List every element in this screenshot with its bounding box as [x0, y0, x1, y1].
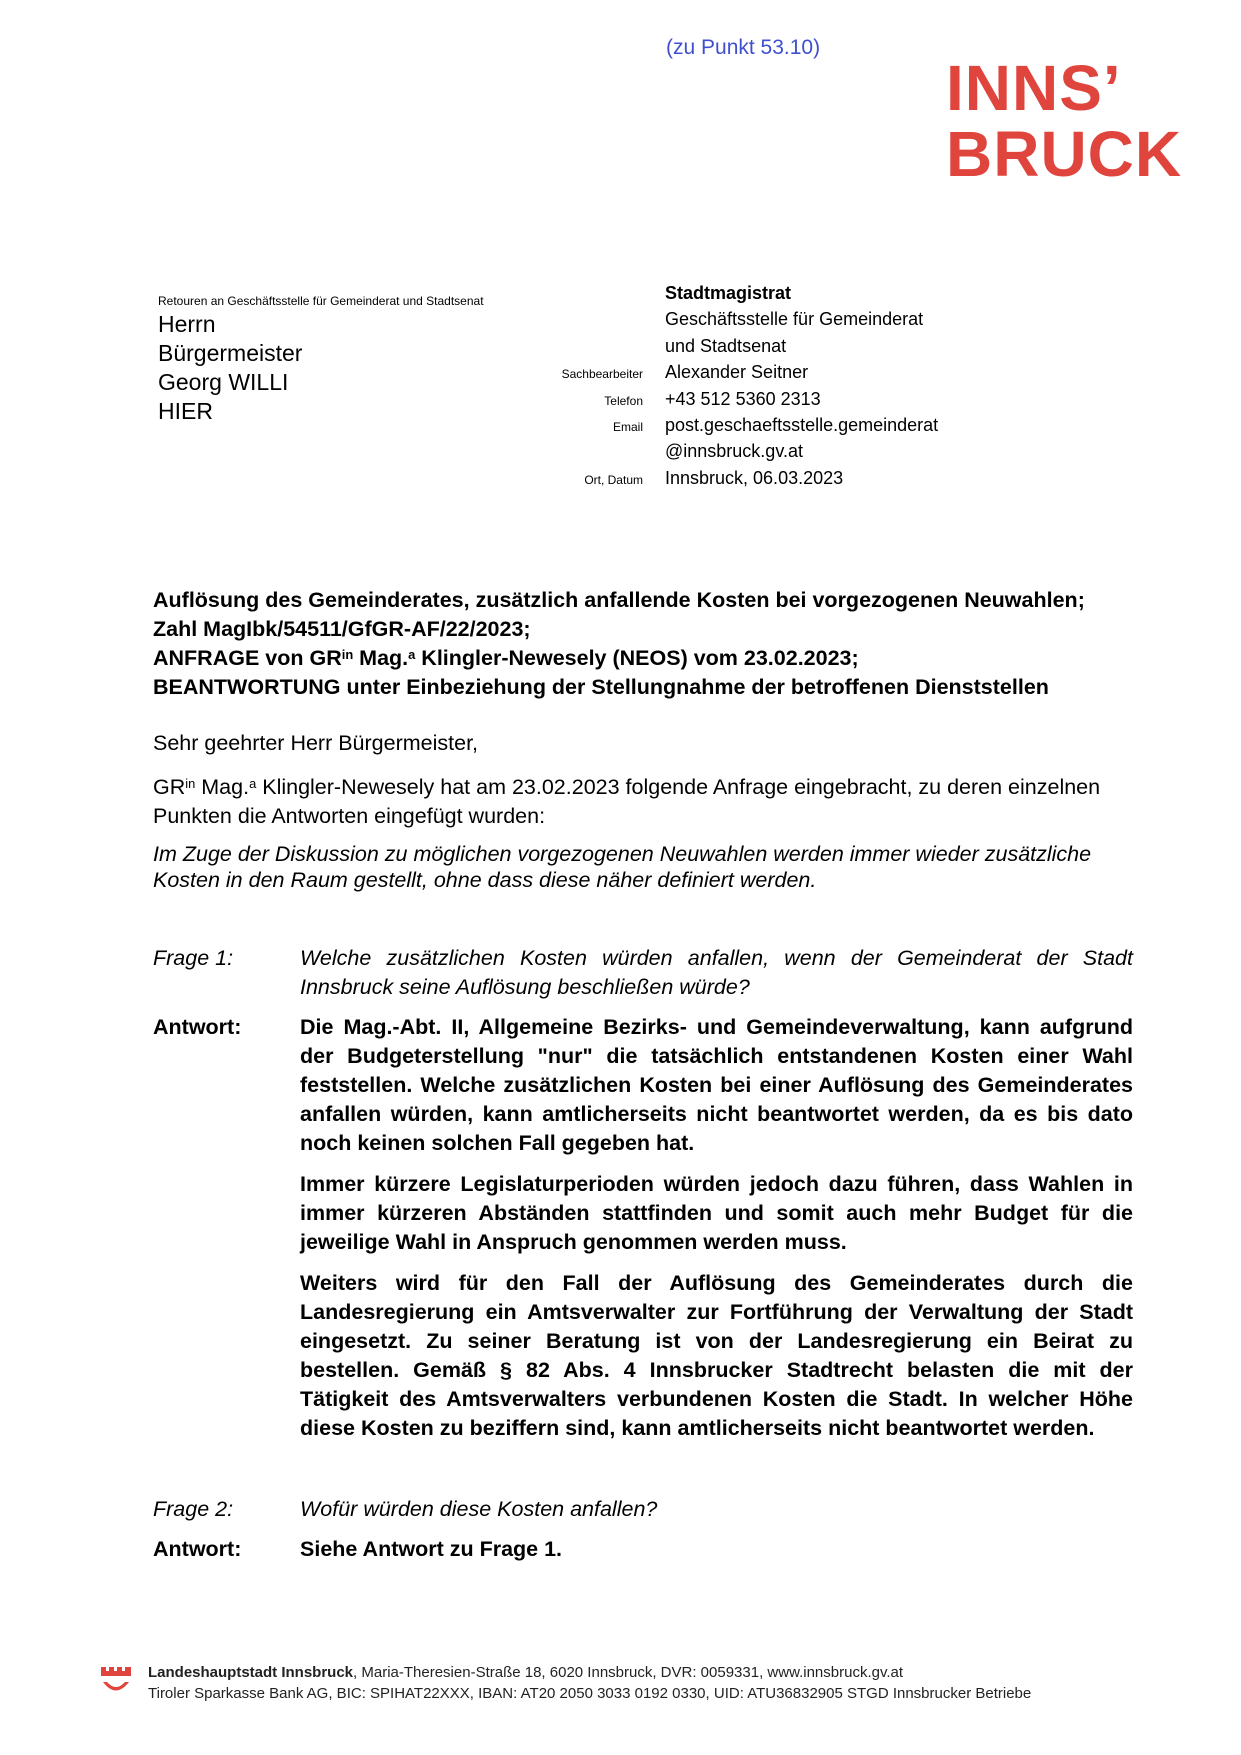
- salutation: Sehr geehrter Herr Bürgermeister,: [153, 731, 479, 755]
- email-line-2: @innsbruck.gv.at: [665, 441, 803, 462]
- subject-line-3: ANFRAGE von $GR^{in}$ Mag.$^a$ Klingler-Newesely (NEOS) vom 23.02.2023;: [153, 646, 859, 670]
- place-date-label: Ort, Datum: [584, 472, 643, 487]
- clerk-name: Alexander Seitner: [665, 362, 809, 383]
- answer-1-paragraph-1: Die Mag.-Abt. II, Allgemeine Bezirks- und Gemeindeverwaltung, kann aufgrund der Budgeterstellung "nur" die tatsächlich entstandenen Kosten einer Wahl feststellen. Welche zusätzlichen Kosten bei einer Auflösung des Gemeinderates anfallen würden, kann amtlicherseits nicht beantwortet werden, da es bis dato noch keinen solchen Fall gegeben hat.: [300, 1015, 1133, 1155]
- recipient-line: Herrn: [158, 311, 216, 337]
- question-1-row: [153, 944, 1133, 1002]
- recipient-line: HIER: [158, 398, 213, 424]
- sender-dept-line-2: und Stadtsenat: [665, 335, 787, 356]
- answer-1-row: [153, 1013, 1133, 1455]
- city-emblem-icon: [100, 1665, 132, 1699]
- place-date: Innsbruck, 06.03.2023: [665, 467, 844, 488]
- recipient-address: [158, 310, 302, 426]
- question-1-label: Frage 1:: [153, 946, 234, 970]
- logo-line-2: BRUCK: [946, 118, 1183, 190]
- question-2-text: Wofür würden diese Kosten anfallen?: [300, 1497, 658, 1521]
- subject-line-4: BEANTWORTUNG unter Einbeziehung der Stellungnahme der betroffenen Dienststellen: [153, 675, 1049, 699]
- return-address-line: Retouren an Geschäftsstelle für Gemeinderat und Stadtsenat: [158, 294, 484, 308]
- answer-2-text: Siehe Antwort zu Frage 1.: [300, 1537, 563, 1561]
- question-1-text: Welche zusätzlichen Kosten würden anfallen, wenn der Gemeinderat der Stadt Innsbruck seine Auflösung beschließen würde?: [300, 946, 1133, 999]
- email-label: Email: [612, 419, 643, 434]
- clerk-label: Sachbearbeiter: [561, 367, 643, 382]
- logo-line-1: INNS’: [946, 52, 1122, 124]
- answer-1-label: Antwort:: [153, 1015, 242, 1039]
- answer-2-label: Antwort:: [153, 1537, 242, 1561]
- sender-info-block: [520, 283, 1040, 494]
- subject-line-2: Zahl MagIbk/54511/GfGR-AF/22/2023;: [153, 617, 531, 641]
- intro-paragraph: $GR^{in}$ Mag.$^a$ Klingler-Newesely hat am 23.02.2023 folgende Anfrage eingebracht, zu deren einzelnen Punkten die Antworten eingefügt wurden:: [153, 775, 1101, 828]
- question-2-label: Frage 2:: [153, 1497, 234, 1521]
- recipient-line: Georg WILLI: [158, 369, 289, 395]
- recipient-line: Bürgermeister: [158, 340, 303, 366]
- email-line-1: post.geschaeftsstelle.gemeinderat: [665, 414, 939, 435]
- phone-label: Telefon: [604, 393, 643, 408]
- subject-block: [153, 586, 1143, 702]
- answer-1-paragraph-3: Weiters wird für den Fall der Auflösung des Gemeinderates durch die Landesregierung ein Amtsverwalter zur Fortführung der Verwaltung der Stadt eingesetzt. Zu seiner Beratung ist von der Landesregierung ein Beirat zu bestellen. Gemäß § 82 Abs. 4 Innsbrucker Stadtrecht belasten die mit der Tätigkeit des Amtsverwalters verbundenen Kosten die Stadt. In welcher Höhe diese Kosten zu beziffern sind, kann amtlicherseits nicht beantwortet werden.: [300, 1271, 1133, 1440]
- innsbruck-logo: [946, 52, 1183, 190]
- answer-1-text: [300, 1013, 1133, 1455]
- footer-line-1: Landeshauptstadt Innsbruck, Maria-Theresien-Straße 18, 6020 Innsbruck, DVR: 0059331, www.innsbruck.gv.at: [148, 1664, 904, 1681]
- inquiry-preamble: Im Zuge der Diskussion zu möglichen vorgezogenen Neuwahlen werden immer wieder zusätzliche Kosten in den Raum gestellt, ohne dass diese näher definiert werden.: [153, 842, 1092, 892]
- footer-line-2: Tiroler Sparkasse Bank AG, BIC: SPIHAT22XXX, IBAN: AT20 2050 3033 0192 0330, UID: ATU36832905 STGD Innsbrucker Betriebe: [148, 1685, 1032, 1702]
- answer-1-paragraph-2: Immer kürzere Legislaturperioden würden jedoch dazu führen, dass Wahlen in immer kürzeren Abständen stattfinden und somit auch mehr Budget für die jeweilige Wahl in Anspruch genommen werden muss.: [300, 1172, 1133, 1254]
- answer-2-row: [153, 1535, 1133, 1564]
- subject-line-1: Auflösung des Gemeinderates, zusätzlich anfallende Kosten bei vorgezogenen Neuwahlen;: [153, 588, 1085, 612]
- phone-number: +43 512 5360 2313: [665, 388, 821, 409]
- sender-dept-line-1: Geschäftsstelle für Gemeinderat: [665, 309, 924, 330]
- reference-note: (zu Punkt 53.10): [666, 36, 821, 59]
- question-2-row: [153, 1495, 1133, 1524]
- sender-org: Stadtmagistrat: [665, 283, 792, 303]
